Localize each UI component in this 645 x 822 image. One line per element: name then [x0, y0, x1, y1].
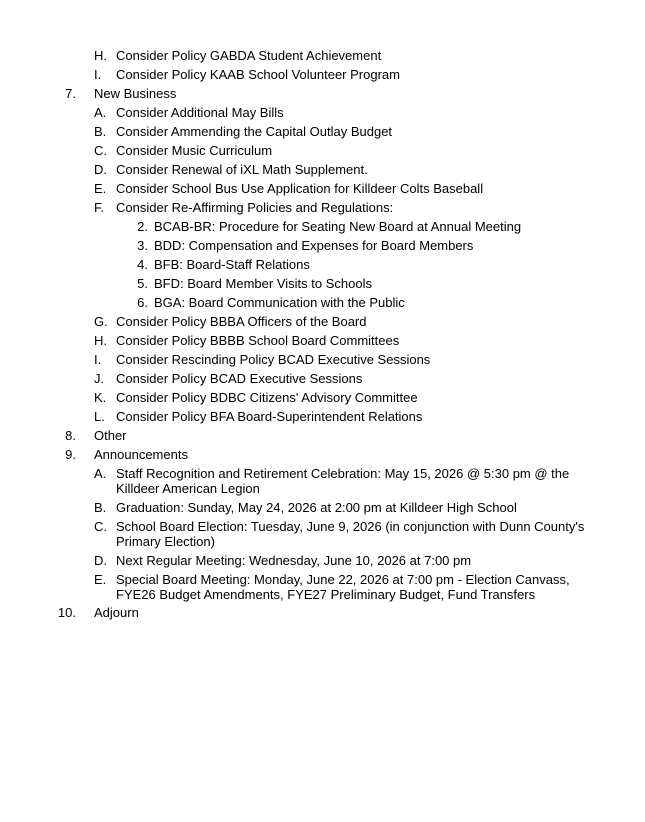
item-marker: F.	[94, 200, 105, 215]
item-marker: 4.	[137, 257, 148, 272]
item-text: Consider School Bus Use Application for Killdeer Colts Baseball	[116, 181, 484, 196]
item-marker: I.	[94, 67, 102, 82]
item-text: Consider Ammending the Capital Outlay Budget	[116, 124, 393, 139]
item-text: Consider Re-Affirming Policies and Regulations:	[116, 200, 394, 215]
item-text: Consider Music Curriculum	[116, 143, 273, 158]
item-marker: E.	[94, 181, 107, 196]
item-text: BFB: Board-Staff Relations	[154, 257, 310, 272]
item-text: Next Regular Meeting: Wednesday, June 10, 2026 at 7:00 pm	[116, 553, 472, 568]
item-text: Staff Recognition and Retirement Celebration: May 15, 2026 @ 5:30 pm @ the Killdeer American Legion	[116, 466, 570, 496]
item-marker: 2.	[137, 219, 148, 234]
item-marker: C.	[94, 519, 107, 534]
item-text: Consider Additional May Bills	[116, 105, 284, 120]
item-text: Consider Policy BFA Board-Superintendent Relations	[116, 409, 423, 424]
item-marker: 6.	[137, 295, 148, 310]
item-marker: A.	[94, 105, 107, 120]
item-text: BDD: Compensation and Expenses for Board Members	[154, 238, 474, 253]
item-text: Consider Policy BBBB School Board Committees	[116, 333, 400, 348]
item-marker: E.	[94, 572, 107, 587]
item-marker: B.	[94, 124, 107, 139]
item-text: BGA: Board Communication with the Public	[154, 295, 405, 310]
item-marker: 7.	[65, 86, 76, 101]
item-marker: H.	[94, 48, 107, 63]
item-text: BFD: Board Member Visits to Schools	[154, 276, 372, 291]
item-text: Consider Policy BDBC Citizens' Advisory Committee	[116, 390, 418, 405]
item-text: Consider Renewal of iXL Math Supplement.	[116, 162, 368, 177]
item-marker: 10.	[57, 605, 76, 620]
item-text: BCAB-BR: Procedure for Seating New Board at Annual Meeting	[154, 219, 522, 234]
item-marker: D.	[94, 162, 107, 177]
item-marker: A.	[94, 466, 107, 481]
item-marker: K.	[94, 390, 107, 405]
item-text: Consider Policy BBBA Officers of the Board	[116, 314, 367, 329]
item-text: Consider Rescinding Policy BCAD Executive Sessions	[116, 352, 431, 367]
item-text: School Board Election: Tuesday, June 9, 2026 (in conjunction with Dunn County's Primary Election)	[116, 519, 585, 549]
item-marker: D.	[94, 553, 107, 568]
item-text: Graduation: Sunday, May 24, 2026 at 2:00 pm at Killdeer High School	[116, 500, 517, 515]
item-text: Consider Policy KAAB School Volunteer Program	[116, 67, 400, 82]
item-marker: G.	[94, 314, 108, 329]
item-marker: L.	[94, 409, 105, 424]
item-text: Consider Policy GABDA Student Achievement	[116, 48, 382, 63]
item-text: Consider Policy BCAD Executive Sessions	[116, 371, 363, 386]
item-marker: 5.	[137, 276, 148, 291]
item-marker: 9.	[65, 447, 76, 462]
item-marker: 8.	[65, 428, 76, 443]
item-marker: C.	[94, 143, 107, 158]
item-text: Other	[94, 428, 127, 443]
item-text: Special Board Meeting: Monday, June 22, 2026 at 7:00 pm - Election Canvass, FYE26 Budget Amendments, FYE27 Preliminary Budget, Fund Transfers	[116, 572, 570, 602]
item-marker: 3.	[137, 238, 148, 253]
item-marker: H.	[94, 333, 107, 348]
item-text: Adjourn	[94, 605, 139, 620]
item-text: New Business	[94, 86, 177, 101]
item-marker: I.	[94, 352, 102, 367]
item-marker: B.	[94, 500, 107, 515]
item-marker: J.	[94, 371, 105, 386]
item-text: Announcements	[94, 447, 188, 462]
